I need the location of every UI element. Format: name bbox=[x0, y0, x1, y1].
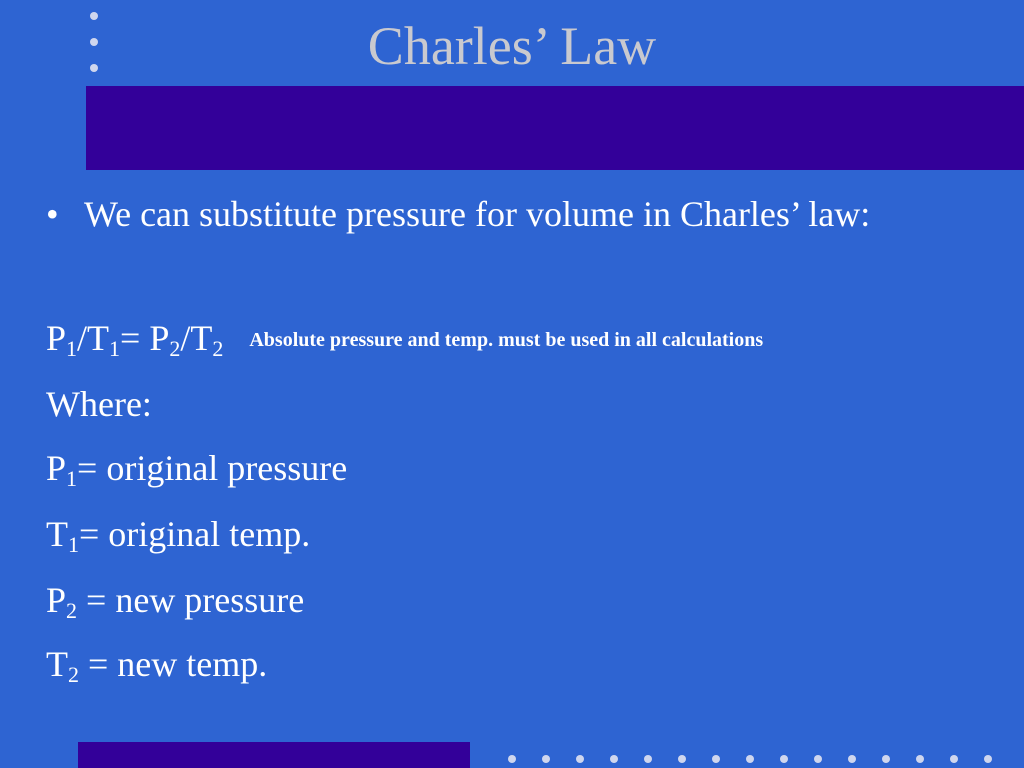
decorative-dot bbox=[678, 755, 686, 763]
definition-line bbox=[46, 640, 267, 688]
definition-line bbox=[46, 444, 347, 492]
where-label: Where: bbox=[46, 384, 152, 424]
equation-sub: 1 bbox=[66, 336, 78, 361]
equation-sub: 2 bbox=[212, 336, 224, 361]
bottom-bar bbox=[78, 742, 470, 768]
definition-text: = new temp. bbox=[79, 644, 268, 684]
definition-text: = original pressure bbox=[77, 448, 348, 488]
decorative-dot bbox=[712, 755, 720, 763]
decorative-dot bbox=[644, 755, 652, 763]
decorative-dot bbox=[746, 755, 754, 763]
title-bar bbox=[86, 86, 1024, 170]
decorative-dot bbox=[542, 755, 550, 763]
decorative-dot bbox=[882, 755, 890, 763]
definition-symbol: P bbox=[46, 448, 67, 488]
definition-symbol: T bbox=[46, 644, 68, 684]
decorative-dot bbox=[950, 755, 958, 763]
definition-sub: 2 bbox=[68, 662, 79, 687]
decorative-dot bbox=[848, 755, 856, 763]
definition-text: = new pressure bbox=[77, 580, 305, 620]
equation-p: P bbox=[46, 318, 67, 358]
definition-sub: 2 bbox=[66, 598, 78, 623]
equation-text: /T bbox=[77, 318, 110, 358]
decorative-dot bbox=[984, 755, 992, 763]
definition-line bbox=[46, 510, 310, 558]
decorative-dot bbox=[814, 755, 822, 763]
decorative-dot bbox=[780, 755, 788, 763]
definition-text: = original temp. bbox=[79, 514, 311, 554]
decorative-dot bbox=[508, 755, 516, 763]
decorative-dot bbox=[576, 755, 584, 763]
bullet-text: We can substitute pressure for volume in Charles’ law: bbox=[84, 194, 871, 234]
bullet-mark: • bbox=[46, 194, 59, 234]
equation-line bbox=[46, 314, 763, 364]
equation-sub: 1 bbox=[109, 336, 121, 361]
note-text: Absolute pressure and temp. must be used in all calculations bbox=[249, 329, 764, 351]
definition-symbol: P bbox=[46, 580, 67, 620]
equation-text: = P bbox=[120, 318, 170, 358]
decorative-dot bbox=[916, 755, 924, 763]
definition-sub: 1 bbox=[68, 532, 79, 557]
equation-text: /T bbox=[180, 318, 213, 358]
slide-title: Charles’ Law bbox=[367, 16, 657, 76]
definition-sub: 1 bbox=[66, 466, 78, 491]
decorative-dot bbox=[610, 755, 618, 763]
definition-line bbox=[46, 576, 304, 624]
definition-symbol: T bbox=[46, 514, 68, 554]
equation-sub: 2 bbox=[169, 336, 181, 361]
